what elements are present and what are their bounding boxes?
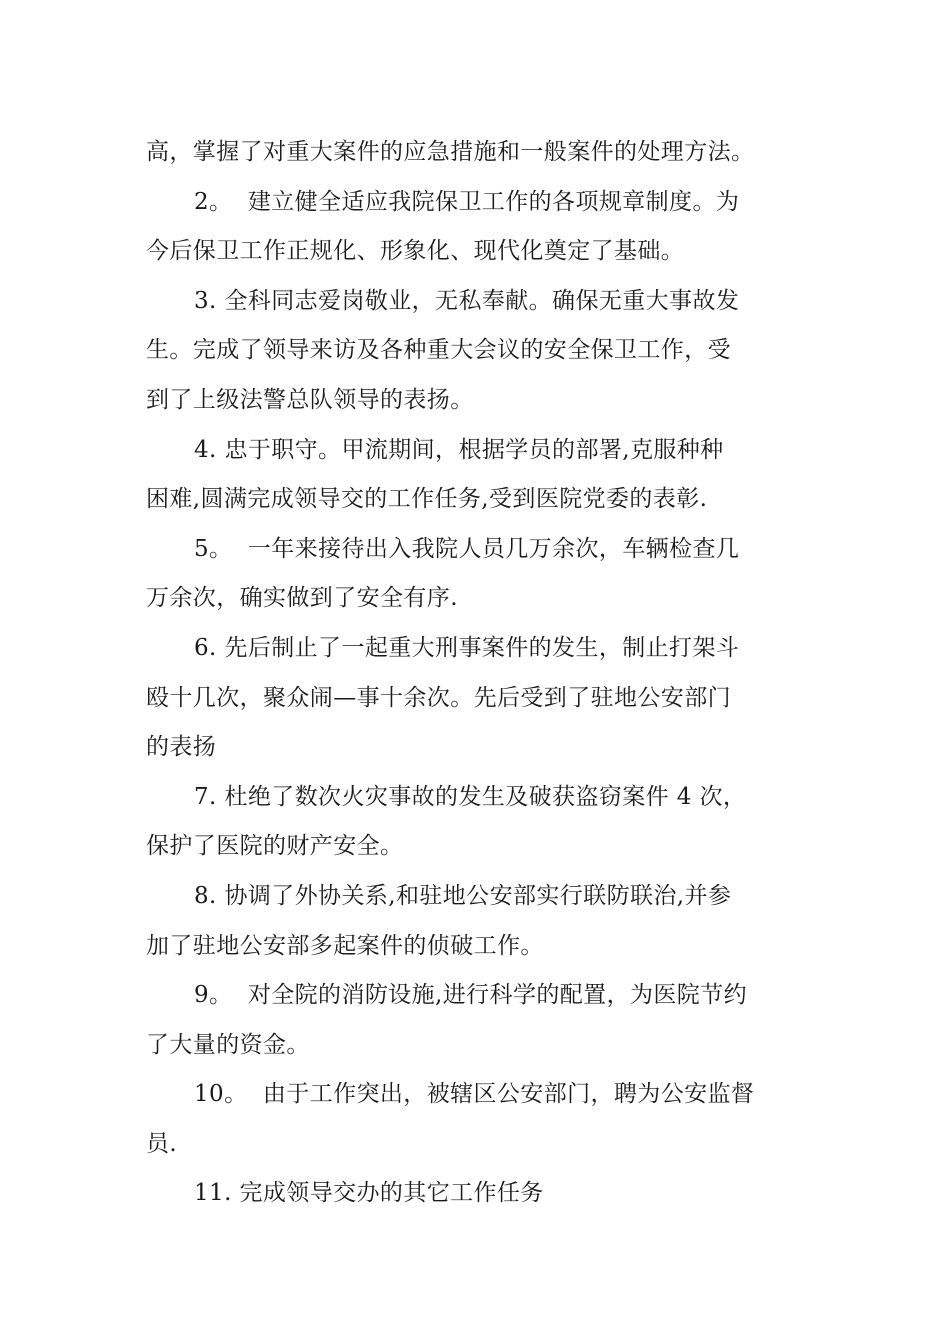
text-line: 8. 协调了外协关系,和驻地公安部实行联防联治,并参 [194,882,732,909]
text-line: 困难,圆满完成领导交的工作任务,受到医院党委的表彰. [146,486,708,513]
text-line: 了大量的资金。 [146,1031,310,1058]
text-line: 高，掌握了对重大案件的应急措施和一般案件的处理方法。 [146,139,755,165]
paragraph-item-4 [146,426,806,525]
text-line: 3. 全科同志爱岗敬业，无私奉献。确保无重大事故发 [194,287,740,314]
text-line: 到了上级法警总队领导的表扬。 [146,386,474,413]
text-line: 生。完成了领导来访及各种重大会议的安全保卫工作，受 [146,337,731,364]
text-line: 11. 完成领导交办的其它工作任务 [194,1180,544,1207]
document-body [146,128,806,1219]
text-line: 殴十几次，聚众闹—事十余次。先后受到了驻地公安部门 [146,684,731,711]
text-line: 员. [146,1130,178,1157]
text-line: 6. 先后制止了一起重大刑事案件的发生，制止打架斗 [194,634,740,661]
paragraph-item-7 [146,773,806,872]
text-line: 的表扬 [146,734,217,761]
paragraph-item-6 [146,624,806,773]
text-line: 9。 对全院的消防设施,进行科学的配置，为医院节约 [194,982,747,1009]
text-line: 4. 忠于职守。甲流期间，根据学员的部署,克服种种 [194,436,724,463]
text-line: 10。 由于工作突出，被辖区公安部门，聘为公安监督 [194,1081,755,1108]
text-line: 万余次，确实做到了安全有序. [146,585,458,612]
text-line: 保护了医院的财产安全。 [146,833,404,860]
text-line: 今后保卫工作正规化、形象化、现代化奠定了基础。 [146,238,685,265]
text-line: 5。 一年来接待出入我院人员几万余次，车辆检查几 [194,535,740,562]
paragraph-continuation [146,128,806,178]
text-line: 加了驻地公安部多起案件的侦破工作。 [146,932,544,959]
paragraph-item-3 [146,277,806,426]
text-line: 2。 建立健全适应我院保卫工作的各项规章制度。为 [194,188,740,215]
paragraph-item-8 [146,872,806,971]
paragraph-item-5 [146,525,806,624]
paragraph-item-2 [146,178,806,277]
text-line: 7. 杜绝了数次火灾事故的发生及破获盗窃案件 4 次， [194,783,747,810]
paragraph-item-10 [146,1070,806,1169]
paragraph-item-9 [146,971,806,1070]
paragraph-item-11 [146,1169,806,1219]
